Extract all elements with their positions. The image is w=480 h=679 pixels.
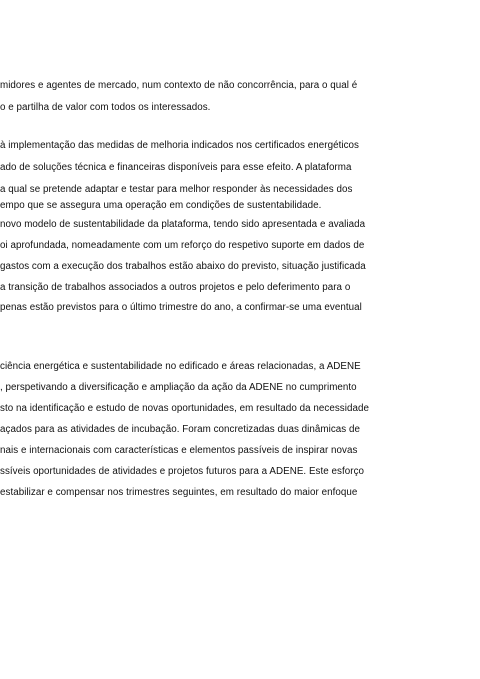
text-line: ado de soluções técnica e financeiras disponíveis para esse efeito. A plataforma (0, 162, 352, 173)
text-line: empo que se assegura uma operação em condições de sustentabilidade. (0, 200, 322, 211)
text-line: ciência energética e sustentabilidade no edificado e áreas relacionadas, a ADENE (0, 361, 361, 372)
text-line: ssíveis oportunidades de atividades e projetos futuros para a ADENE. Este esforço (0, 466, 365, 477)
text-line: estabilizar e compensar nos trimestres seguintes, em resultado do maior enfoque (0, 487, 358, 498)
text-line: gastos com a execução dos trabalhos estão abaixo do previsto, situação justificada (0, 261, 366, 272)
text-line: novo modelo de sustentabilidade da plataforma, tendo sido apresentada e avaliada (0, 219, 366, 230)
text-line: o e partilha de valor com todos os interessados. (0, 102, 211, 113)
text-line: penas estão previstos para o último trimestre do ano, a confirmar-se uma eventual (0, 302, 362, 313)
text-line: nais e internacionais com características e elementos passíveis de inspirar novas (0, 445, 358, 456)
text-line: midores e agentes de mercado, num contexto de não concorrência, para o qual é (0, 80, 358, 91)
text-line: a qual se pretende adaptar e testar para melhor responder às necessidades dos (0, 184, 353, 195)
text-line: oi aprofundada, nomeadamente com um reforço do respetivo suporte em dados de (0, 240, 365, 251)
text-line: , perspetivando a diversificação e ampliação da ação da ADENE no cumprimento (0, 382, 357, 393)
text-line: açados para as atividades de incubação. Foram concretizadas duas dinâmicas de (0, 424, 361, 435)
text-line: à implementação das medidas de melhoria indicados nos certificados energéticos (0, 140, 359, 151)
text-line: sto na identificação e estudo de novas oportunidades, em resultado da necessidade (0, 403, 369, 414)
text-line: a transição de trabalhos associados a outros projetos e pelo deferimento para o (0, 282, 351, 293)
